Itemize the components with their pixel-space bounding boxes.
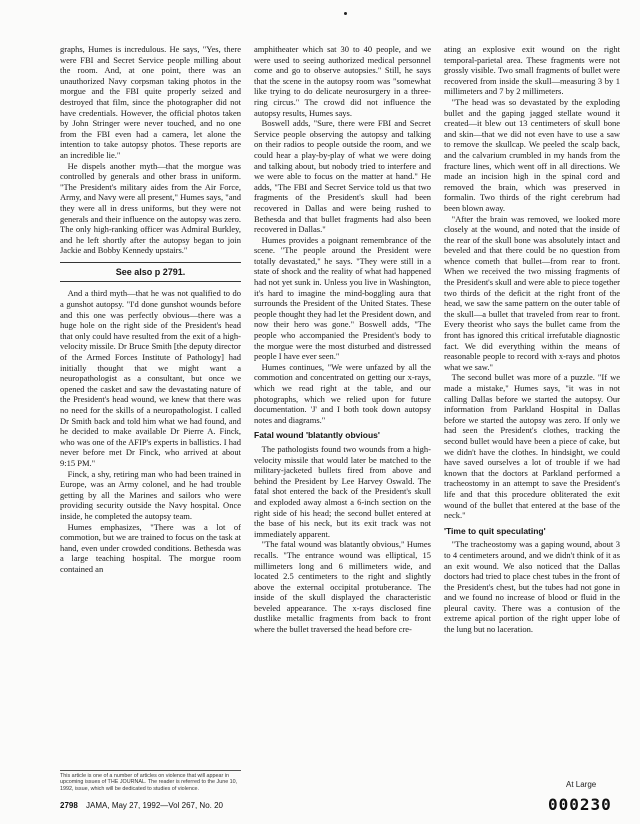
journal-citation: JAMA, May 27, 1992—Vol 267, No. 20 bbox=[86, 801, 223, 810]
text-column-middle bbox=[254, 44, 431, 760]
paragraph: Boswell adds, "Sure, there were FBI and Secret Service people observing the autopsy and talking on their radios to people outside the room, and we could hear a play-by-play of what we were doing and talking about, but nobody tried to interfere and we were able to focus on the matter at hand." He adds, "The FBI and Secret Service told us that two fragments of the President's skull had been recovered in Dallas and were being rushed to Bethesda and that bullet fragments had also been recovered in Dallas." bbox=[254, 118, 431, 235]
section-subhead: Fatal wound 'blatantly obvious' bbox=[254, 430, 380, 441]
see-also-callout: See also p 2791. bbox=[60, 262, 241, 283]
section-subhead: 'Time to quit speculating' bbox=[444, 525, 546, 536]
paragraph: Humes continues, "We were unfazed by all the commotion and concentrated on getting our x-rays, which we read right at the table, and our photographs, which we relied upon for future documentation. 'J' and I both took down autopsy notes and diagrams." bbox=[254, 361, 431, 425]
section-label: At Large bbox=[566, 780, 597, 789]
article-footnote: This article is one of a number of articles on violence that will appear in upcoming issues of THE JOURNAL. The reader is referred to the June 10, 1992, issue, which will be dedicated to studies of violence. bbox=[60, 770, 241, 792]
paragraph: The second bullet was more of a puzzle. "If we made a mistake," Humes says, "it was in not calling Dallas before we started the autopsy. Our information from Parkland Hospital in Dallas before we started the autopsy was zero. If only we had seen the President's clothes, tracking the second bullet would have been a piece of cake, but we didn't have the clothes. In hindsight, we could have saved ourselves a lot of trouble if we had known that the doctors at Parkland performed a tracheostomy in an attempt to save the President's life and that this procedure obliterated the exit wound of the bullet that entered at the base of the neck." bbox=[444, 372, 620, 521]
paragraph: "After the brain was removed, we looked more closely at the wound, and noted that the inside of the rear of the skull bone was absolutely intact and beveled and that there could be no question from whence cometh that bullet—from rear to front. When we received the two missing fragments of the President's skull and were able to piece together two thirds of the deficit at the right front of the head, we saw the same pattern on the outer table of the skull—a bullet that traveled from rear to front. Every theorist who says the bullet came from the front has ignored this critical irrefutable diagnostic fact. We did everything within the means of reasonable people to record with x-rays and photos what we saw." bbox=[444, 213, 620, 372]
paragraph: "The head was so devastated by the exploding bullet and the gaping jagged stellate wound it created—it blew out 13 centimeters of skull bone and skin—that we did not even have to use a saw to remove the skullcap. We peeled the scalp back, and the calvarium crumbled in my hands from the fracture lines, which went off in all directions. We made an incision high in the spinal cord and removed the brain, which was preserved in formalin. Two thirds of the right cerebrum had been blown away. bbox=[444, 96, 620, 213]
scan-speck bbox=[344, 12, 347, 15]
paragraph: He dispels another myth—that the morgue was controlled by generals and other brass in uniform. "The President's military aides from the Air Force, Army, and Navy were all present," Humes says, "and they were all in dress uniforms, but they were not generals and their influence on the autopsy was zero. The only high-ranking officer was Admiral Burkley, and he left shortly after the autopsy began to join Jackie and Bobby Kennedy upstairs." bbox=[60, 160, 241, 256]
paragraph: Humes emphasizes, "There was a lot of commotion, but we are trained to focus on the task at hand, even under crowded conditions. Bethesda was a large teaching hospital. The morgue room contained an bbox=[60, 521, 241, 574]
paragraph: amphitheater which sat 30 to 40 people, and we were used to seeing authorized medical personnel come and go to observe autopsies." Still, he says that the scene in the autopsy room was "somewhat like trying to do delicate neurosurgery in a three-ring circus." The crowd did not influence the autopsy results, Humes says. bbox=[254, 44, 431, 118]
page-folio bbox=[60, 801, 223, 810]
text-column-left bbox=[60, 44, 241, 760]
text-column-right bbox=[444, 44, 620, 760]
page-number: 2798 bbox=[60, 801, 78, 810]
paragraph: "The tracheostomy was a gaping wound, about 3 to 4 centimeters around, and we didn't think of it as an exit wound. We also noticed that the Dallas doctors had tried to place chest tubes in the front of the President's chest, but the tubes had not gone in and we found no increase of blood or fluid in the pleural cavity. There was a contusion of the extreme apical portion of the right upper lobe of the lung but no laceration. bbox=[444, 539, 620, 635]
paragraph: Finck, a shy, retiring man who had been trained in Europe, was an Army colonel, and he had trouble getting by all the Marines and sailors who were providing security outside the Navy hospital. Once inside, he completed the autopsy team. bbox=[60, 468, 241, 521]
paragraph: "The fatal wound was blatantly obvious," Humes recalls. "The entrance wound was elliptical, 15 millimeters long and 6 millimeters wide, and located 2.5 centimeters to the right and slightly above the external occipital protuberance. The inside of the skull displayed the characteristic beveled appearance. The x-rays disclosed fine dustlike metallic fragments from back to front where the bullet traversed the head before cre- bbox=[254, 539, 431, 635]
document-number-stamp: 000230 bbox=[548, 795, 612, 814]
paragraph: graphs, Humes is incredulous. He says, "Yes, there were FBI and Secret Service people milling about the room. And, at one point, there was an unauthorized Navy corpsman taking photos in the morgue and the FBI quite properly seized and destroyed that film, since the photographer did not have credentials. However, the official photos taken by John Stringer were never touched, and no one from the FBI even had a camera, let alone the intention to take autopsy photos. These reports are an incredible lie." bbox=[60, 44, 241, 160]
paragraph: Humes provides a poignant remembrance of the scene. "The people around the President were totally devastated," he says. "They were still in a state of shock and the reality of what had happened had not yet sunk in. Unless you live in Washington, it's hard to imagine the mind-boggling aura that surrounds the President of the United States. These people thought they had let the President down, and now their hero was gone." Boswell adds, "The people who accompanied the President's body to the morgue were the most disturbed and distressed people I have ever seen." bbox=[254, 234, 431, 362]
paragraph: The pathologists found two wounds from a high-velocity missile that would later be matched to the military-jacketed bullets fired from above and behind the President by Lee Harvey Oswald. The fatal shot entered the back of the President's skull and exploded away almost a 6-inch section on the right side of his head; the second bullet entered at the base of his neck, but its exit track was not immediately apparent. bbox=[254, 443, 431, 539]
paragraph: ating an explosive exit wound on the right temporal-parietal area. These fragments were not grossly visible. Two small fragments of bullet were recovered from inside the skull—measuring 3 by 1 millimeters and 7 by 2 millimeters. bbox=[444, 44, 620, 97]
paragraph: And a third myth—that he was not qualified to do a gunshot autopsy. "I'd done gunshot wounds before and this one was perfectly obvious—there was a huge hole on the right side of the President's head that only could have resulted from the exit of a high-velocity missile. Dr Bruce Smith [the deputy director of the Armed Forces Institute of Pathology] had initially thought that we might want a neuropathologist as a consultant, but once we opened the casket and saw the devastating nature of the President's head wound, we knew that there was no need for the skills of a neuropathologist. I called Dr Smith back and told him what we had found, and he decided to make available Dr Pierre A. Finck, who was one of the AFIP's experts in ballistics. I had never before met Dr Finck, who arrived at about 9:15 PM." bbox=[60, 288, 241, 468]
